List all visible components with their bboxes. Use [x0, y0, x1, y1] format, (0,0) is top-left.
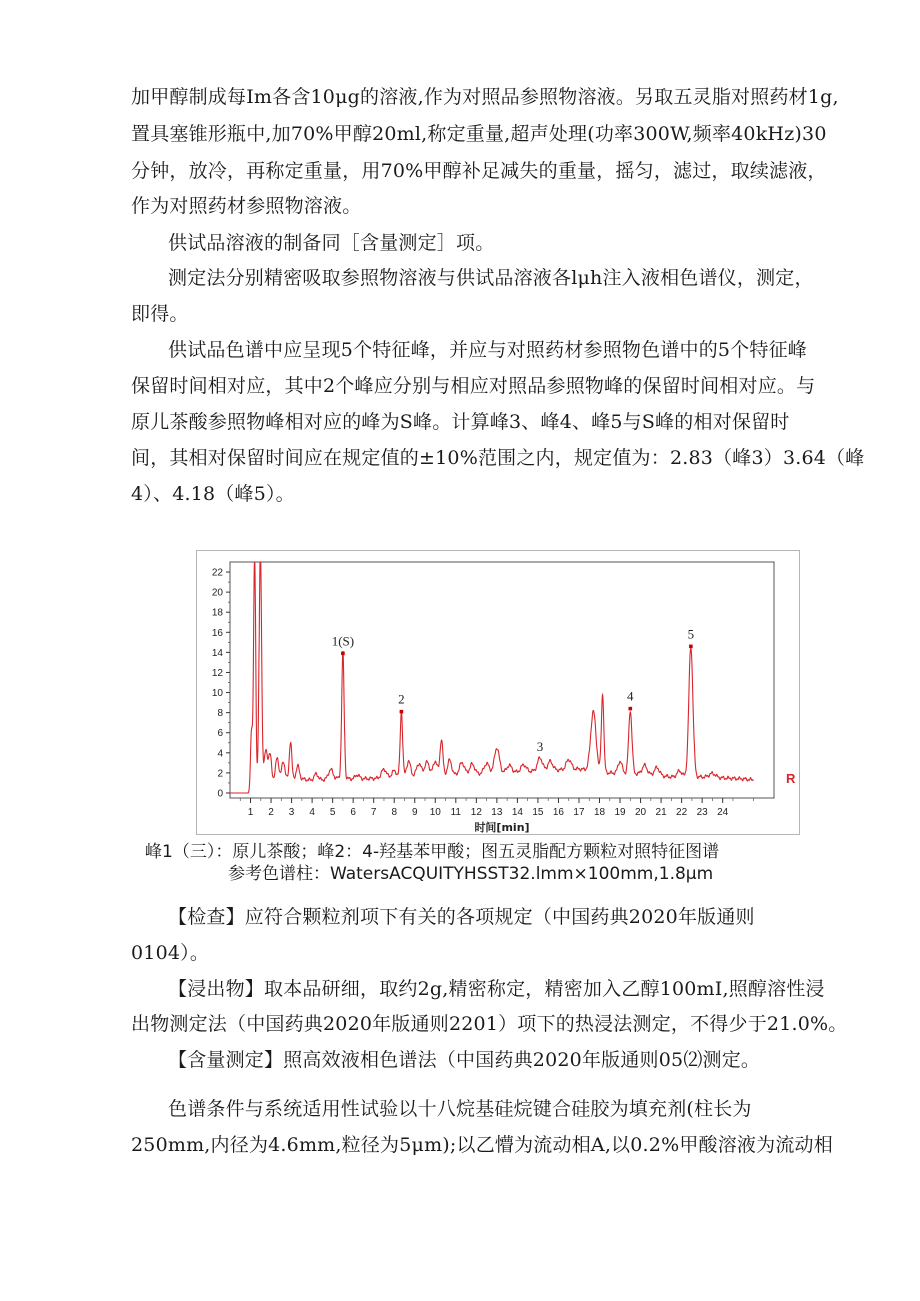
x-tick-label: 9: [411, 807, 418, 818]
peak-marker-4: [629, 707, 633, 711]
peak-marker-1: [341, 652, 345, 656]
x-tick-label: 4: [309, 807, 315, 818]
figure-caption-line1: 峰1（三）：原儿茶酸；峰2：4-羟基苯甲酸；图五灵脂配方颗粒对照特征图谱: [145, 842, 720, 862]
y-tick-label: 8: [217, 708, 223, 720]
x-tick-label: 18: [593, 807, 606, 818]
para1-line3: 分钟，放冷，再称定重量，用70%甲醇补足减失的重量，摇匀，滤过，取续滤液，: [131, 160, 827, 182]
x-tick-label: 20: [635, 807, 647, 818]
figure-caption-line2: 参考色谱柱：WatersACQUITYHSST32.lmm×100mm,1.8μm: [228, 864, 714, 884]
y-tick-label: 0: [217, 788, 223, 800]
y-tick-label: 22: [211, 567, 223, 579]
x-tick-label: 16: [552, 807, 565, 818]
y-tick-label: 10: [211, 688, 223, 700]
jinchuwu-line1: 【浸出物】取本品研细，取约2g,精密称定，精密加入乙醇100mI,照醇溶性浸: [168, 978, 825, 1000]
para4-line1: 供试品色谱中应呈现5个特征峰，并应与对照药材参照物色谱中的5个特征峰: [168, 339, 807, 361]
x-tick-label: 17: [573, 807, 585, 818]
para4-line2: 保留时间相对应，其中2个峰应分别与相应对照品参照物峰的保留时间相对应。与: [131, 375, 816, 397]
x-tick-label: 14: [511, 807, 523, 818]
x-tick-label: 1: [247, 807, 254, 818]
x-tick-label: 10: [429, 807, 441, 818]
x-tick-label: 6: [350, 807, 356, 818]
y-tick-label: 4: [217, 748, 223, 760]
para4-line5: 4）、4.18（峰5）。: [131, 483, 295, 505]
x-tick-label: 12: [470, 807, 482, 818]
x-tick-label: 19: [614, 807, 626, 818]
chart-frame: [197, 551, 800, 835]
y-tick-label: 20: [211, 587, 223, 599]
para1-line2: 置具塞锥形瓶中,加70%甲醇20ml,称定重量,超声处理(功率300W,频率40kHz)30: [131, 123, 827, 145]
jiancha-line2: 0104）。: [131, 942, 210, 964]
chromatogram-figure: [196, 550, 800, 835]
sepu-line2: 250mm,内径为4.6mm,粒径为5μm);以乙懵为流动相A,以0.2%甲酸溶液为流动相: [131, 1134, 833, 1156]
x-tick-label: 7: [370, 807, 377, 818]
jinchuwu-line2: 出物测定法（中国药典2020年版通则2201）项下的热浸法测定，不得少于21.0%。: [131, 1013, 848, 1035]
x-tick-label: 21: [655, 807, 667, 818]
x-tick-label: 15: [532, 807, 544, 818]
x-tick-label: 8: [391, 807, 398, 818]
x-tick-label: 2: [268, 807, 274, 818]
sepu-line1: 色谱条件与系统适用性试验以十八烷基硅烷键合硅胶为填充剂(柱长为: [168, 1098, 752, 1120]
y-tick-label: 18: [211, 607, 223, 619]
jiancha-line1: 【检查】应符合颗粒剂项下有关的各项规定（中国药典2020年版通则: [168, 906, 755, 928]
x-tick-label: 13: [491, 807, 503, 818]
x-tick-label: 24: [717, 807, 729, 818]
x-tick-label: 11: [450, 807, 462, 818]
peak-label-2: 2: [398, 691, 405, 707]
y-tick-label: 6: [217, 728, 223, 740]
x-tick-label: 3: [288, 807, 295, 818]
x-axis-label: 时间[min]: [474, 821, 530, 834]
hanliang-line1: 【含量测定】照高效液相色谱法（中国药典2020年版通则05⑵测定。: [168, 1049, 761, 1071]
y-tick-label: 2: [217, 768, 223, 780]
para4-line4: 间，其相对保留时间应在规定值的±10%范围之内，规定值为：2.83（峰3）3.64（峰: [131, 447, 865, 469]
peak-label-4: 4: [627, 688, 634, 704]
peak-marker-2: [400, 710, 404, 714]
para4-line3: 原儿茶酸参照物峰相对应的峰为S峰。计算峰3、峰4、峰5与S峰的相对保留时: [131, 411, 790, 433]
peak-marker-5: [689, 645, 693, 649]
peak-label-5: 5: [687, 626, 695, 642]
y-tick-label: 16: [211, 627, 223, 639]
peak-label-3: 3: [536, 738, 544, 754]
x-tick-label: 5: [329, 807, 336, 818]
para3-line2: 即得。: [131, 303, 189, 325]
peak-label-1: 1(S): [331, 633, 355, 649]
para3-line1: 测定法分别精密吸取参照物溶液与供试品溶液各lμh注入液相色谱仪，测定，: [168, 267, 814, 289]
x-tick-label: 23: [696, 807, 708, 818]
x-tick-label: 22: [676, 807, 688, 818]
edge-label: R: [786, 770, 796, 786]
y-tick-label: 14: [211, 647, 223, 659]
para1-line1: 加甲醇制成每Im各含10μg的溶液,作为对照品参照物溶液。另取五灵脂对照药材1g,: [131, 86, 839, 108]
para1-line4: 作为对照药材参照物溶液。: [131, 195, 362, 217]
chromatogram-chart: [196, 550, 800, 835]
para2-line1: 供试品溶液的制备同［含量测定］项。: [168, 232, 495, 254]
y-tick-label: 12: [211, 667, 223, 679]
